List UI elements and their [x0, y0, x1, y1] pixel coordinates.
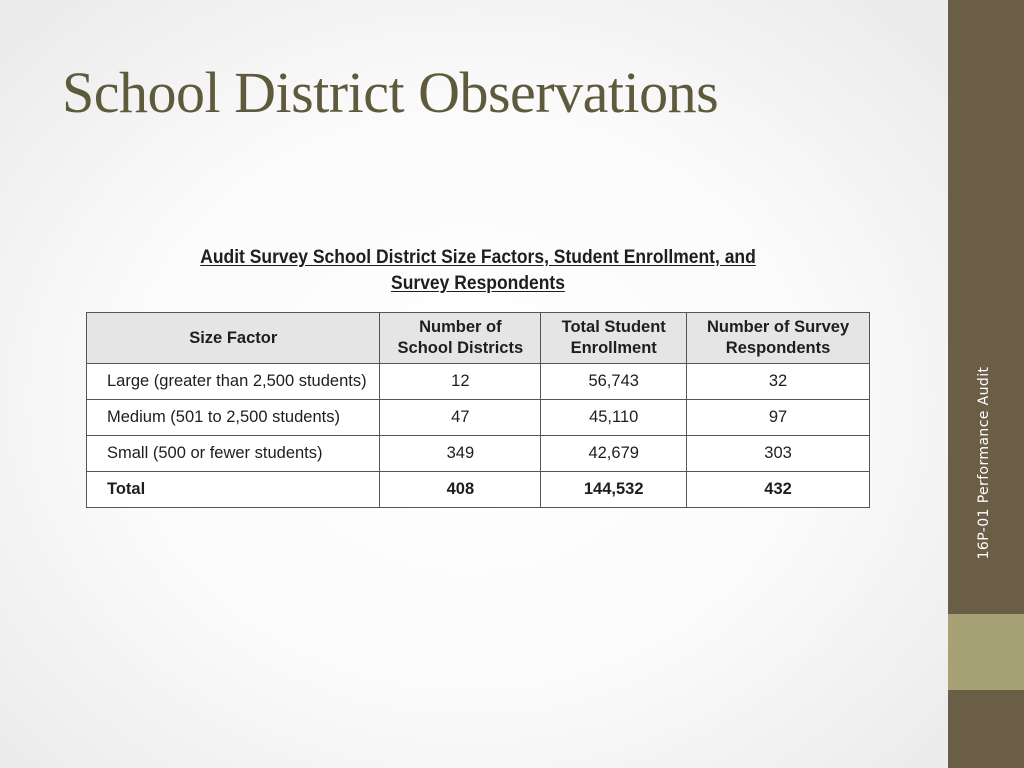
header-school-districts: Number of School Districts: [380, 313, 541, 364]
district-size-table: [86, 312, 870, 508]
total-label-cell: Total: [87, 472, 380, 508]
enrollment-cell: 42,679: [541, 436, 687, 472]
districts-cell: 349: [380, 436, 541, 472]
size-factor-cell: Medium (501 to 2,500 students): [87, 400, 380, 436]
slide-title: School District Observations: [62, 60, 719, 125]
header-student-enrollment: Total Student Enrollment: [541, 313, 687, 364]
enrollment-cell: 56,743: [541, 364, 687, 400]
header-size-factor: Size Factor: [87, 313, 380, 364]
table-total-row: [87, 472, 870, 508]
table-row: [87, 364, 870, 400]
table-caption: [121, 245, 835, 297]
districts-cell: 47: [380, 400, 541, 436]
districts-cell: 12: [380, 364, 541, 400]
respondents-cell: 97: [687, 400, 870, 436]
respondents-cell: 303: [687, 436, 870, 472]
size-factor-cell: Large (greater than 2,500 students): [87, 364, 380, 400]
total-enrollment-cell: 144,532: [541, 472, 687, 508]
enrollment-cell: 45,110: [541, 400, 687, 436]
size-factor-cell: Small (500 or fewer students): [87, 436, 380, 472]
total-districts-cell: 408: [380, 472, 541, 508]
table-caption-line-2: Survey Respondents: [391, 273, 565, 294]
table-caption-line-1: Audit Survey School District Size Factors, Student Enrollment, and: [200, 247, 756, 268]
side-bar-accent-block: [948, 614, 1024, 690]
total-respondents-cell: 432: [687, 472, 870, 508]
side-label: 16P-01 Performance Audit: [976, 366, 992, 560]
header-survey-respondents: Number of Survey Respondents: [687, 313, 870, 364]
respondents-cell: 32: [687, 364, 870, 400]
table-row: [87, 400, 870, 436]
table-row: [87, 436, 870, 472]
table-header-row: [87, 313, 870, 364]
